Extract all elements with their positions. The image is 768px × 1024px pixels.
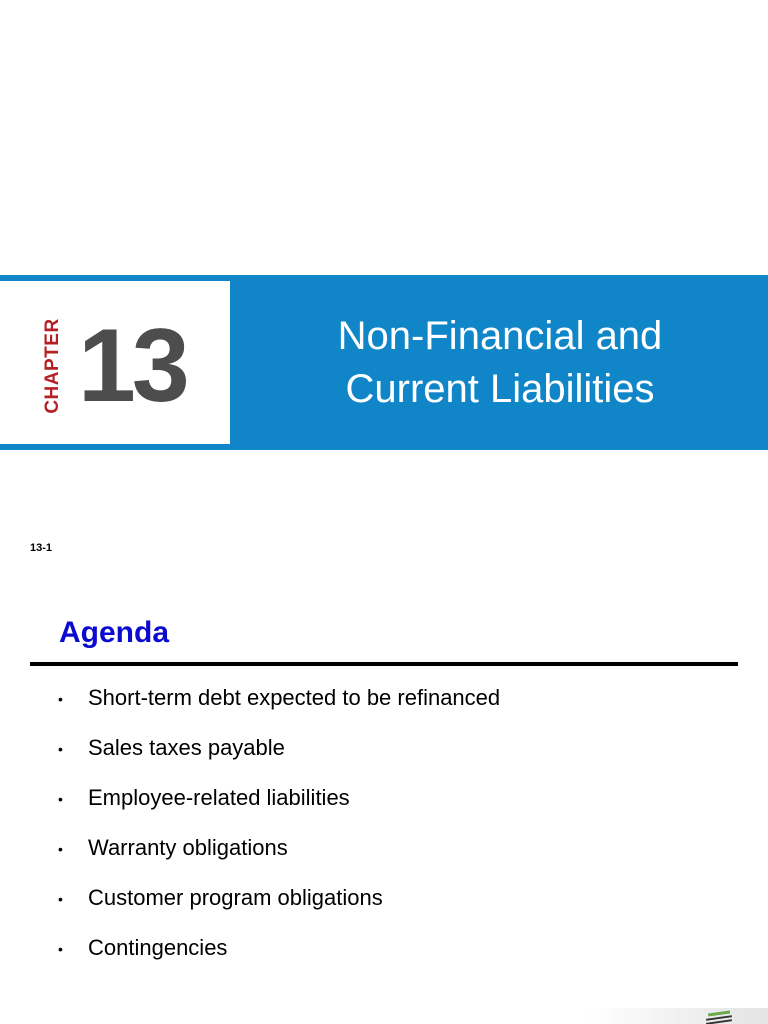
chapter-number: 13 — [78, 308, 186, 424]
agenda-item-text: Customer program obligations — [88, 885, 383, 910]
agenda-divider — [30, 662, 738, 666]
chapter-label: CHAPTER — [42, 318, 63, 414]
bullet-icon: • — [58, 841, 63, 857]
bullet-icon: • — [58, 791, 63, 807]
agenda-heading: Agenda — [59, 616, 170, 649]
chapter-title-line-1: Non-Financial and — [337, 314, 663, 358]
slide-number: 13-1 — [30, 542, 53, 554]
agenda-item-text: Short-term debt expected to be refinanced — [88, 685, 501, 710]
chapter-title — [232, 310, 768, 416]
chapter-title-line-2: Current Liabilities — [345, 367, 655, 411]
bullet-icon: • — [58, 891, 63, 907]
corner-decoration — [588, 1008, 768, 1024]
bullet-icon: • — [58, 941, 63, 957]
bullet-icon: • — [58, 741, 63, 757]
agenda-item-text: Warranty obligations — [88, 835, 288, 860]
agenda-item-text: Contingencies — [88, 935, 228, 960]
agenda-item-text: Employee-related liabilities — [88, 785, 350, 810]
bullet-icon: • — [58, 691, 63, 707]
logo-icon — [700, 1008, 738, 1024]
agenda-item-text: Sales taxes payable — [88, 735, 285, 760]
